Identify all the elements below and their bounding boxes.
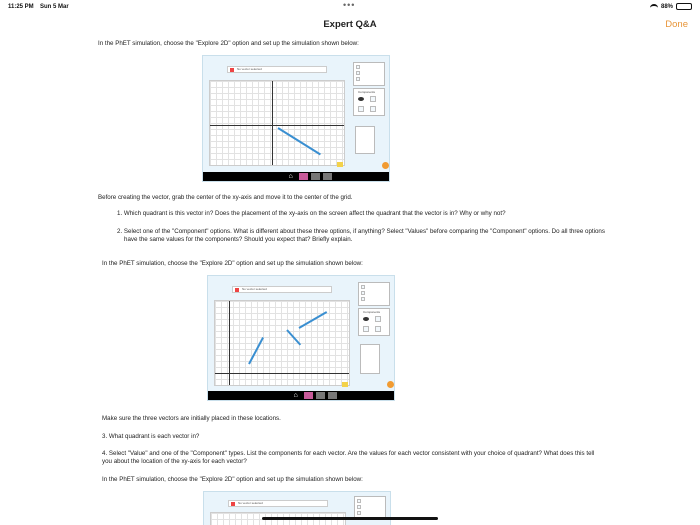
status-right (650, 3, 692, 10)
question-2: 2. Select one of the "Component" options. What is different about these three options, if anything? Select "Values" before comparing the "Component" options. Do all three options have the same values for the components? Should you expect that? Briefly explain. (117, 228, 605, 243)
angle-checkbox (361, 297, 365, 301)
values-checkbox (356, 71, 360, 75)
values-checkbox (357, 505, 361, 509)
component-style-3-icon (370, 106, 376, 112)
components-panel: Components (358, 308, 390, 336)
options-panel (358, 282, 390, 306)
vector-arrow-a (248, 337, 264, 364)
no-vector-box: No vector selected (232, 286, 332, 293)
screen-icon-1 (299, 173, 308, 180)
sim-nav-bar (208, 391, 394, 400)
sum-checkbox (356, 65, 360, 69)
eye-icon (358, 97, 364, 101)
eye-icon (363, 317, 369, 321)
screen-icon-2 (311, 173, 320, 180)
no-vector-box: No vector selected (227, 66, 327, 73)
y-axis (272, 81, 273, 165)
intro-text-3: In the PhET simulation, choose the "Explore 2D" option and set up the simulation shown below: (102, 476, 363, 483)
values-checkbox (361, 291, 365, 295)
sim-nav-icons (289, 173, 332, 180)
vector-bucket (355, 126, 375, 154)
component-style-2-icon (358, 106, 364, 112)
vector-bucket (360, 344, 380, 374)
question-3: 3. What quadrant is each vector in? (102, 433, 200, 440)
multitasking-dots-icon[interactable]: ••• (343, 0, 356, 10)
before-text: Before creating the vector, grab the center of the xy-axis and move it to the center of the grid. (98, 194, 353, 201)
screen-icon-3 (323, 173, 332, 180)
eraser-icon (337, 162, 343, 167)
screen-icon-1 (304, 392, 313, 399)
status-bar (0, 0, 700, 14)
make-sure-text: Make sure the three vectors are initially placed in these locations. (102, 415, 281, 422)
vector-arrow-c (299, 311, 328, 329)
angle-checkbox (357, 511, 361, 515)
component-style-1-icon (375, 316, 381, 322)
home-indicator[interactable] (262, 517, 438, 520)
eraser-icon (342, 382, 348, 387)
x-axis (210, 125, 344, 126)
status-time: 11:25 PM (8, 4, 34, 10)
home-icon: ⌂ (288, 173, 293, 180)
component-style-1-icon (370, 96, 376, 102)
sum-checkbox (361, 285, 365, 289)
component-style-2-icon (363, 326, 369, 332)
screen-icon-2 (316, 392, 325, 399)
home-icon: ⌂ (293, 392, 298, 399)
vector-grid (214, 300, 350, 386)
vector-arrow (277, 127, 320, 155)
selected-vector-indicator (230, 68, 234, 72)
options-panel (353, 62, 385, 86)
intro-text-2: In the PhET simulation, choose the "Explore 2D" option and set up the simulation shown below: (102, 260, 363, 267)
vector-grid (209, 80, 345, 166)
screen-icon-3 (328, 392, 337, 399)
y-axis (229, 301, 230, 385)
sim-nav-icons (294, 392, 337, 399)
selected-vector-indicator (235, 288, 239, 292)
page-title: Expert Q&A (323, 19, 377, 30)
done-button[interactable]: Done (665, 19, 688, 30)
wifi-icon (650, 4, 658, 10)
question-1: 1. Which quadrant is this vector in? Does the placement of the xy-axis on the screen affect the quadrant that the vector is in? Why or why not? (117, 210, 506, 217)
component-style-3-icon (375, 326, 381, 332)
sum-checkbox (357, 499, 361, 503)
components-panel: Components (353, 88, 385, 116)
angle-checkbox (356, 77, 360, 81)
battery-icon (676, 3, 692, 10)
vector-arrow-b (286, 329, 301, 345)
selected-vector-indicator (231, 502, 235, 506)
reset-icon (382, 162, 389, 169)
sim-screenshot-2 (207, 275, 395, 401)
intro-text-1: In the PhET simulation, choose the "Explore 2D" option and set up the simulation shown below: (98, 40, 359, 47)
no-vector-box: No vector selected (228, 500, 328, 507)
status-date: Sun 5 Mar (40, 4, 69, 10)
x-axis (215, 373, 349, 374)
battery-percent: 88% (660, 3, 673, 10)
reset-icon (387, 381, 394, 388)
question-4: 4. Select "Value" and one of the "Component" types. List the components for each vector. Are the values for each vector consistent with your choice of quadrant? What does this tell you about the location of the xy-axis for each vector? (102, 450, 595, 465)
sim-screenshot-1 (202, 55, 390, 182)
sim-nav-bar (203, 172, 389, 181)
